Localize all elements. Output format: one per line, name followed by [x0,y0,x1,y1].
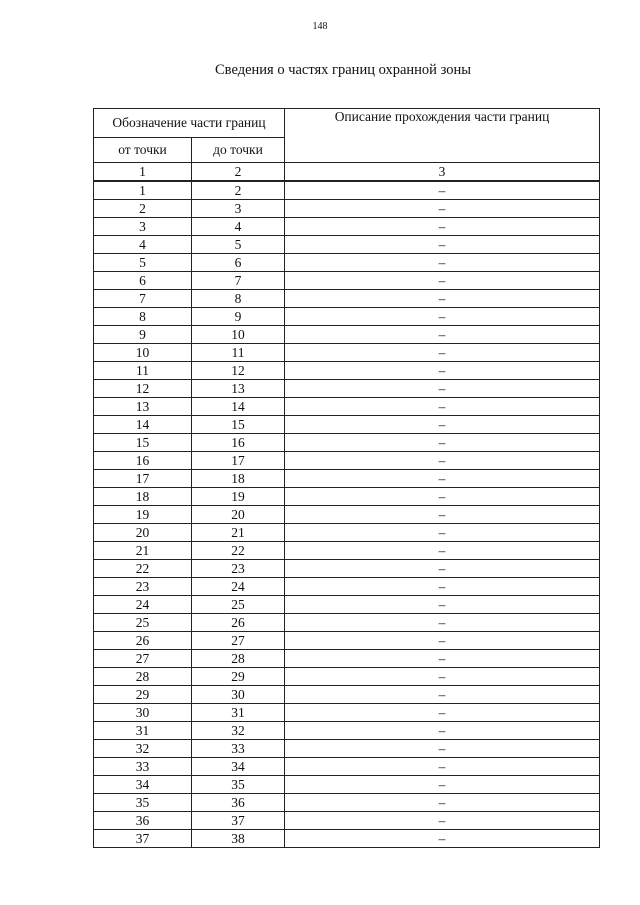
document-title: Сведения о частях границ охранной зоны [215,62,471,78]
description-cell: – [285,686,600,704]
description-cell: – [285,181,600,200]
description-cell: – [285,758,600,776]
from-point-cell: 35 [94,794,192,812]
table-row [94,506,600,524]
to-point-cell: 24 [192,578,285,596]
table-row [94,398,600,416]
page-number: 148 [312,21,328,32]
description-cell: – [285,614,600,632]
description-cell: – [285,452,600,470]
to-point-cell: 30 [192,686,285,704]
description-cell: – [285,254,600,272]
table-row [94,776,600,794]
description-cell: – [285,830,600,848]
to-point-cell: 23 [192,560,285,578]
description-cell: – [285,344,600,362]
table-row [94,236,600,254]
description-cell: – [285,398,600,416]
from-point-cell: 34 [94,776,192,794]
column-index-cell: 3 [285,163,600,182]
from-point-cell: 23 [94,578,192,596]
table-row [94,704,600,722]
table-header [94,109,600,182]
description-cell: – [285,542,600,560]
from-point-cell: 2 [94,200,192,218]
description-cell: – [285,434,600,452]
to-point-cell: 22 [192,542,285,560]
to-point-cell: 32 [192,722,285,740]
to-point-cell: 35 [192,776,285,794]
from-point-cell: 13 [94,398,192,416]
table-row [94,290,600,308]
from-point-cell: 33 [94,758,192,776]
from-point-cell: 3 [94,218,192,236]
to-point-cell: 18 [192,470,285,488]
from-point-cell: 32 [94,740,192,758]
to-point-cell: 9 [192,308,285,326]
description-cell: – [285,668,600,686]
from-point-cell: 29 [94,686,192,704]
description-cell: – [285,488,600,506]
table-row [94,380,600,398]
from-point-cell: 15 [94,434,192,452]
to-point-cell: 3 [192,200,285,218]
from-point-cell: 12 [94,380,192,398]
from-point-cell: 27 [94,650,192,668]
table-row [94,434,600,452]
description-cell: – [285,632,600,650]
description-cell: – [285,236,600,254]
from-point-cell: 4 [94,236,192,254]
table-row [94,830,600,848]
from-point-cell: 11 [94,362,192,380]
to-point-cell: 36 [192,794,285,812]
table-row [94,470,600,488]
from-point-cell: 22 [94,560,192,578]
from-point-cell: 6 [94,272,192,290]
description-cell: – [285,524,600,542]
description-cell: – [285,794,600,812]
from-point-cell: 10 [94,344,192,362]
to-point-cell: 12 [192,362,285,380]
from-point-cell: 17 [94,470,192,488]
from-point-cell: 1 [94,181,192,200]
description-cell: – [285,704,600,722]
to-point-cell: 10 [192,326,285,344]
from-point-cell: 7 [94,290,192,308]
to-point-cell: 21 [192,524,285,542]
header-from-point: от точки [94,138,192,163]
to-point-cell: 27 [192,632,285,650]
table-row [94,650,600,668]
description-cell: – [285,326,600,344]
description-cell: – [285,596,600,614]
to-point-cell: 2 [192,181,285,200]
description-cell: – [285,578,600,596]
from-point-cell: 18 [94,488,192,506]
column-index-cell: 2 [192,163,285,182]
table-row [94,578,600,596]
from-point-cell: 25 [94,614,192,632]
description-cell: – [285,812,600,830]
to-point-cell: 5 [192,236,285,254]
to-point-cell: 33 [192,740,285,758]
to-point-cell: 38 [192,830,285,848]
table-row [94,416,600,434]
to-point-cell: 13 [192,380,285,398]
to-point-cell: 37 [192,812,285,830]
from-point-cell: 24 [94,596,192,614]
from-point-cell: 30 [94,704,192,722]
from-point-cell: 21 [94,542,192,560]
to-point-cell: 15 [192,416,285,434]
table-row [94,596,600,614]
table-row [94,452,600,470]
table-row [94,758,600,776]
from-point-cell: 26 [94,632,192,650]
to-point-cell: 20 [192,506,285,524]
table-row [94,812,600,830]
table-row [94,200,600,218]
table-row [94,686,600,704]
description-cell: – [285,650,600,668]
header-to-point: до точки [192,138,285,163]
table-row [94,722,600,740]
to-point-cell: 11 [192,344,285,362]
from-point-cell: 5 [94,254,192,272]
from-point-cell: 37 [94,830,192,848]
from-point-cell: 9 [94,326,192,344]
from-point-cell: 19 [94,506,192,524]
description-cell: – [285,308,600,326]
to-point-cell: 19 [192,488,285,506]
description-cell: – [285,560,600,578]
description-cell: – [285,470,600,488]
boundary-parts-table [93,108,600,848]
table-row [94,218,600,236]
table-row [94,326,600,344]
description-cell: – [285,380,600,398]
table-row [94,542,600,560]
description-cell: – [285,416,600,434]
to-point-cell: 6 [192,254,285,272]
table-row [94,668,600,686]
table-row [94,488,600,506]
header-description: Описание прохождения части границ [285,109,600,163]
to-point-cell: 7 [192,272,285,290]
table-row [94,794,600,812]
to-point-cell: 29 [192,668,285,686]
from-point-cell: 36 [94,812,192,830]
table-row [94,524,600,542]
table-body [94,181,600,848]
from-point-cell: 8 [94,308,192,326]
to-point-cell: 17 [192,452,285,470]
from-point-cell: 20 [94,524,192,542]
table-row [94,254,600,272]
to-point-cell: 14 [192,398,285,416]
description-cell: – [285,362,600,380]
table-row [94,632,600,650]
table-row [94,560,600,578]
to-point-cell: 28 [192,650,285,668]
from-point-cell: 16 [94,452,192,470]
table-row [94,308,600,326]
description-cell: – [285,722,600,740]
description-cell: – [285,218,600,236]
table-row [94,614,600,632]
to-point-cell: 26 [192,614,285,632]
description-cell: – [285,290,600,308]
from-point-cell: 31 [94,722,192,740]
to-point-cell: 16 [192,434,285,452]
to-point-cell: 34 [192,758,285,776]
column-index-row [94,163,600,182]
to-point-cell: 31 [192,704,285,722]
column-index-cell: 1 [94,163,192,182]
table-row [94,272,600,290]
description-cell: – [285,200,600,218]
table-row [94,181,600,200]
table-row [94,344,600,362]
description-cell: – [285,740,600,758]
from-point-cell: 14 [94,416,192,434]
to-point-cell: 4 [192,218,285,236]
table-row [94,362,600,380]
to-point-cell: 25 [192,596,285,614]
header-boundary-part-designation: Обозначение части границ [94,109,285,138]
to-point-cell: 8 [192,290,285,308]
table-row [94,740,600,758]
from-point-cell: 28 [94,668,192,686]
description-cell: – [285,506,600,524]
description-cell: – [285,272,600,290]
description-cell: – [285,776,600,794]
